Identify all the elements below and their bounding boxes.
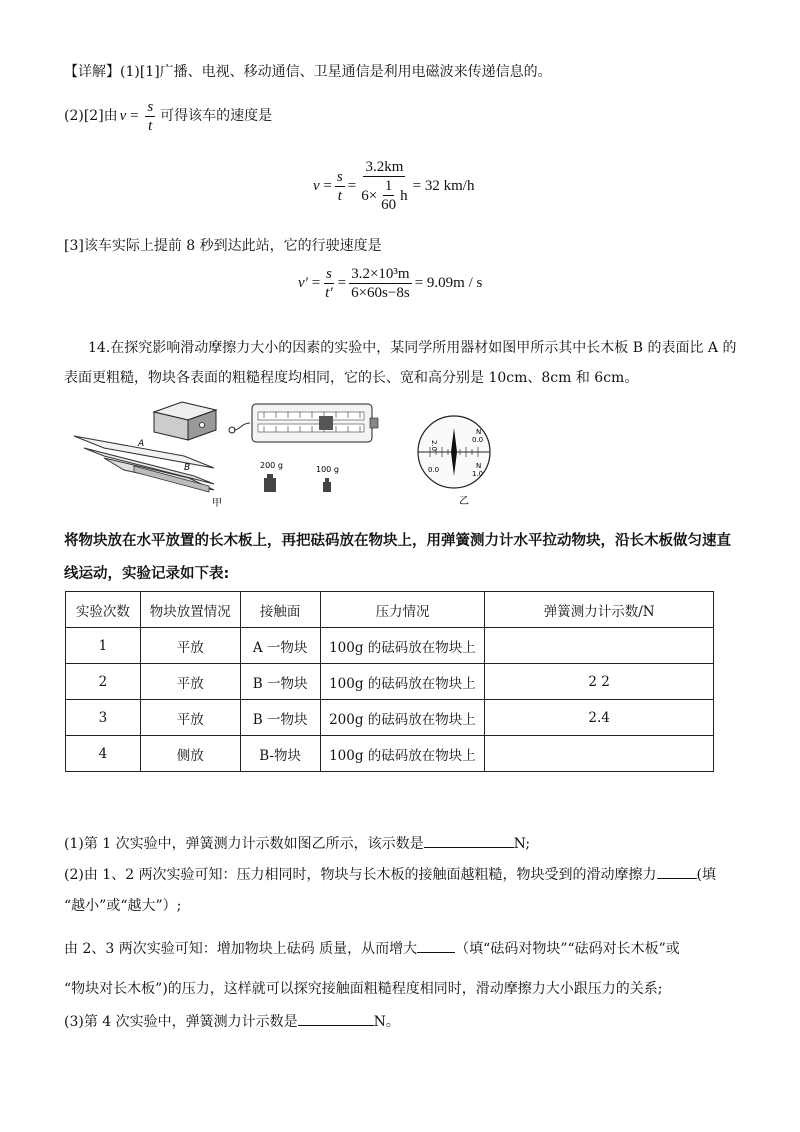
table-cell: 平放 xyxy=(140,700,240,736)
dial-top-left: 2.0 xyxy=(430,440,438,452)
detail-text-2b: 可得该车的速度是 xyxy=(160,108,273,124)
answer-2-line: (2)由 1、2 两次实验可知：压力相同时，物块与长木板的接触面越粗糙，物块受到的滑动摩擦力 (填 xyxy=(64,864,716,885)
table-row xyxy=(66,628,714,664)
detail-line-1 xyxy=(64,62,552,82)
weight-100g-label: 100 g xyxy=(316,465,339,474)
table-cell: 平放 xyxy=(140,664,240,700)
table-cell: B 一物块 xyxy=(240,664,320,700)
detail-line-2 xyxy=(64,96,272,136)
boards-illustration xyxy=(74,436,214,492)
experiment-table xyxy=(65,591,714,772)
dial-illustration xyxy=(418,416,490,488)
table-cell xyxy=(485,736,714,772)
detail-text-1: (1)[1]广播、电视、移动通信、卫星通信是利用电磁波来传递信息的。 xyxy=(120,64,552,80)
table-cell: 侧放 xyxy=(140,736,240,772)
instruction-line-1: 将物块放在水平放置的长木板上，再把砝码放在物块上，用弹簧测力计水平拉动物块，沿长木板做匀速直 xyxy=(64,533,731,549)
dial-top-n: N xyxy=(476,428,482,436)
answer-4-blank xyxy=(298,1011,374,1026)
table-cell: 100g 的砝码放在物块上 xyxy=(320,628,485,664)
table-cell: 3 xyxy=(66,700,141,736)
weights-illustration xyxy=(260,461,339,492)
table-row xyxy=(66,736,714,772)
experiment-figure xyxy=(64,398,534,510)
table-cell: 平放 xyxy=(140,628,240,664)
equation-actual-speed: v′ = $\frac{s}{t'}$ = $\frac{\text{3.2×10³m}}{6\times 60s-8s}$ = 9.09m / s xyxy=(298,266,483,301)
answer-1-line: (1)第 1 次实验中，弹簧测力计示数如图乙所示，该示数是 N; xyxy=(64,833,530,854)
answer-4-line: (3)第 4 次实验中，弹簧测力计示数是 N。 xyxy=(64,1011,400,1032)
dial-bottom-n: N xyxy=(476,462,482,470)
table-cell: 2.4 xyxy=(485,700,714,736)
table-header: 实验次数 xyxy=(66,592,141,628)
table-cell: A 一物块 xyxy=(240,628,320,664)
table-cell: B-物块 xyxy=(240,736,320,772)
answer-3-line-2: “物块对长木板”)的压力，这样就可以探究接触面粗糙程度相同时，滑动摩擦力大小跟压力的关系; xyxy=(64,981,663,997)
detail-text-2a: (2)[2]由 xyxy=(64,108,118,124)
table-header: 物块放置情况 xyxy=(140,592,240,628)
dial-top-right: 0.0 xyxy=(472,436,484,444)
table-row xyxy=(66,700,714,736)
instruction-line-2: 线运动，实验记录如下表: xyxy=(64,566,230,582)
weight-200g-label: 200 g xyxy=(260,461,283,470)
spring-scale-illustration xyxy=(229,404,378,442)
table-cell: 100g 的砝码放在物块上 xyxy=(320,664,485,700)
formula-v-s-t: v = $\frac{s}{t}$ xyxy=(119,98,154,134)
table-header: 压力情况 xyxy=(320,592,485,628)
table-cell: B 一物块 xyxy=(240,700,320,736)
dial-bottom-left: 0.0 xyxy=(428,466,440,474)
table-cell xyxy=(485,628,714,664)
table-cell: 2 2 xyxy=(485,664,714,700)
table-cell: 2 xyxy=(66,664,141,700)
detail-tag: 【详解】 xyxy=(64,64,120,80)
answer-3-line: 由 2、3 两次实验可知：增加物块上砝码 质量，从而增大 （填“砝码对物块”“砝码对长木板”或 xyxy=(64,938,680,959)
figure-caption-jia: 甲 xyxy=(212,498,222,509)
figure-caption-yi: 乙 xyxy=(459,496,469,507)
table-row xyxy=(66,664,714,700)
board-label-b: B xyxy=(184,463,191,473)
table-header: 弹簧测力计示数/N xyxy=(485,592,714,628)
detail-line-3: [3]该车实际上提前 8 秒到达此站，它的行驶速度是 xyxy=(64,238,382,254)
answer-2-line-2: “越小”或“越大”）; xyxy=(64,898,182,914)
board-label-a: A xyxy=(138,439,145,449)
table-cell: 200g 的砝码放在物块上 xyxy=(320,700,485,736)
table-cell: 100g 的砝码放在物块上 xyxy=(320,736,485,772)
table-header-row xyxy=(66,592,714,628)
block-illustration xyxy=(154,402,216,440)
answer-3-blank xyxy=(417,938,455,953)
table-header: 接触面 xyxy=(240,592,320,628)
equation-speed: v = $\frac{s}{t}$ = 3.2km 6× $\frac{1}{60}$ h = 32 km/h xyxy=(313,159,475,213)
answer-1-blank xyxy=(424,833,514,848)
table-cell: 4 xyxy=(66,736,141,772)
answer-2-blank xyxy=(657,864,697,879)
question-14-line-1: 14.在探究影响滑动摩擦力大小的因素的实验中，某同学所用器材如图甲所示其中长木板 B 的表面比 A 的 xyxy=(88,340,737,356)
question-14-line-2: 表面更粗糙，物块各表面的粗糙程度均相同，它的长、宽和高分别是 10cm、8cm 和 6cm。 xyxy=(64,370,639,386)
table-cell: 1 xyxy=(66,628,141,664)
dial-bottom-right: 1.0 xyxy=(472,470,484,478)
